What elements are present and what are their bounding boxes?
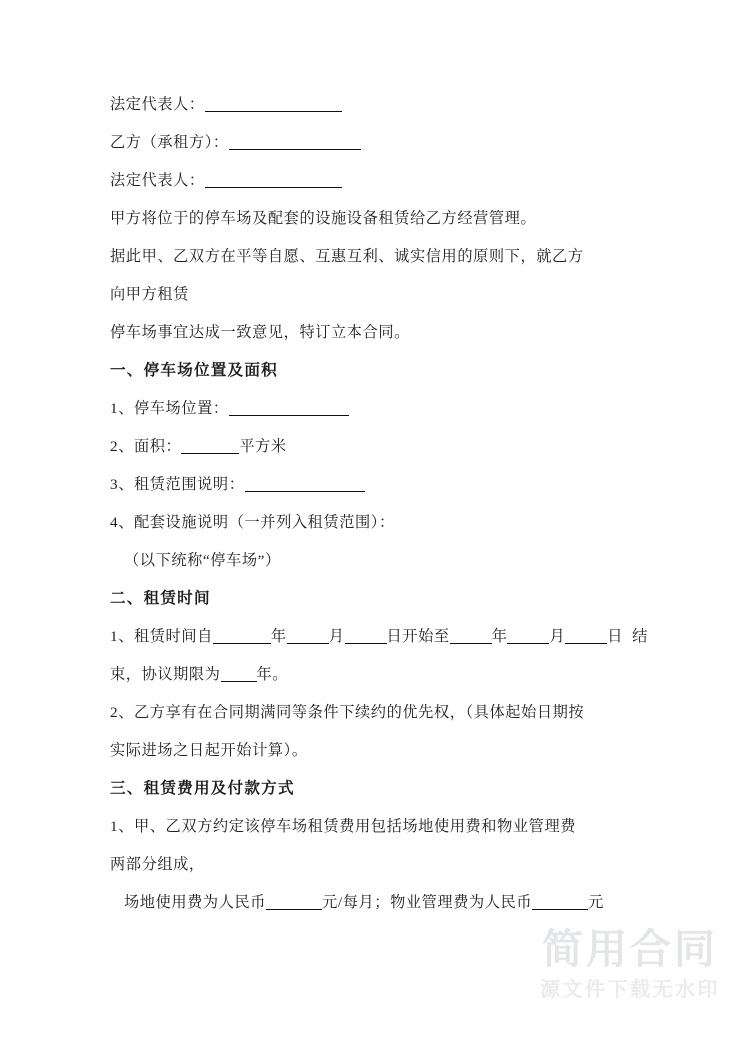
start-year-unit: 年 — [270, 628, 287, 645]
legal-rep-a-label: 法定代表人： — [110, 96, 205, 113]
start-month-blank[interactable] — [287, 628, 329, 644]
end-month-unit: 月 — [549, 628, 566, 645]
line-preamble-2: 据此甲、乙双方在平等自愿、互惠互利、诚实信用的原则下，就乙方 — [110, 248, 584, 265]
start-day-blank[interactable] — [345, 628, 387, 644]
line-s1-item-3 — [110, 466, 638, 504]
line-s3-fee — [110, 884, 638, 922]
s2-date-prefix: 1、租赁时间自 — [110, 628, 213, 645]
section-3-title: 三、租赁费用及付款方式 — [110, 780, 295, 797]
end-day-unit: 日 — [607, 628, 624, 645]
fee-prefix: 场地使用费为人民币 — [124, 894, 267, 911]
line-legal-rep-b — [110, 162, 638, 200]
line-s1-item-2 — [110, 428, 638, 466]
section-2-title: 二、租赁时间 — [110, 590, 211, 607]
line-legal-rep-a — [110, 86, 638, 124]
s2-date-mid: 开始至 — [402, 628, 450, 645]
s1-item-3-blank[interactable] — [245, 476, 365, 492]
line-s2-item-1 — [110, 618, 648, 656]
legal-rep-b-label: 法定代表人： — [110, 172, 205, 189]
end-year-unit: 年 — [491, 628, 508, 645]
watermark — [540, 926, 720, 1004]
legal-rep-b-blank[interactable] — [205, 172, 342, 188]
line-s3-item-1: 1、甲、乙双方约定该停车场租赁费用包括场地使用费和物业管理费 — [110, 818, 577, 835]
fee-mid: 元/每月；物业管理费为人民币 — [322, 894, 533, 911]
s1-item-2-label: 2、面积： — [110, 438, 182, 455]
line-s1-item-4: 4、配套设施说明（一并列入租赁范围）： — [110, 514, 395, 531]
line-s2-item-1-cont — [110, 656, 638, 694]
s1-item-2-unit: 平方米 — [239, 438, 287, 455]
term-years-blank[interactable] — [221, 666, 257, 682]
line-preamble-4: 停车场事宜达成一致意见，特订立本合同。 — [110, 324, 410, 341]
start-month-unit: 月 — [328, 628, 345, 645]
party-b-label: 乙方（承租方）： — [110, 134, 229, 151]
s2-term-unit: 年。 — [256, 666, 289, 683]
property-fee-blank[interactable] — [532, 894, 588, 910]
s1-item-1-blank[interactable] — [229, 400, 349, 416]
document-text-body — [110, 86, 648, 922]
s1-item-1-label: 1、停车场位置： — [110, 400, 229, 417]
s1-item-2-blank[interactable] — [181, 438, 239, 454]
watermark-sub-text: 源文件下载无水印 — [540, 977, 720, 1001]
s1-item-3-label: 3、租赁范围说明： — [110, 476, 245, 493]
s2-term-prefix: 束，协议期限为 — [110, 666, 221, 683]
start-day-unit: 日 — [386, 628, 403, 645]
party-b-blank[interactable] — [229, 134, 361, 150]
line-preamble-3: 向甲方租赁 — [110, 286, 189, 303]
start-year-blank[interactable] — [213, 628, 271, 644]
line-s1-item-1 — [110, 390, 638, 428]
section-1-title: 一、停车场位置及面积 — [110, 362, 278, 379]
end-year-blank[interactable] — [450, 628, 492, 644]
line-s3-item-1-cont: 两部分组成， — [110, 856, 205, 873]
line-party-b — [110, 124, 638, 162]
legal-rep-a-blank[interactable] — [205, 96, 342, 112]
line-preamble-1: 甲方将位于的停车场及配套的设施设备租赁给乙方经营管理。 — [110, 210, 537, 227]
end-day-blank[interactable] — [565, 628, 607, 644]
fee-suffix: 元 — [588, 894, 604, 911]
watermark-main-text: 简用合同 — [542, 925, 718, 973]
line-s1-note: （以下统称“停车场”） — [124, 552, 281, 569]
line-s2-item-2-cont: 实际进场之日起开始计算）。 — [110, 742, 308, 759]
s2-date-tail: 结 — [632, 628, 648, 645]
site-fee-blank[interactable] — [266, 894, 322, 910]
end-month-blank[interactable] — [507, 628, 549, 644]
line-s2-item-2: 2、乙方享有在合同期满同等条件下续约的优先权，（具体起始日期按 — [110, 704, 585, 721]
